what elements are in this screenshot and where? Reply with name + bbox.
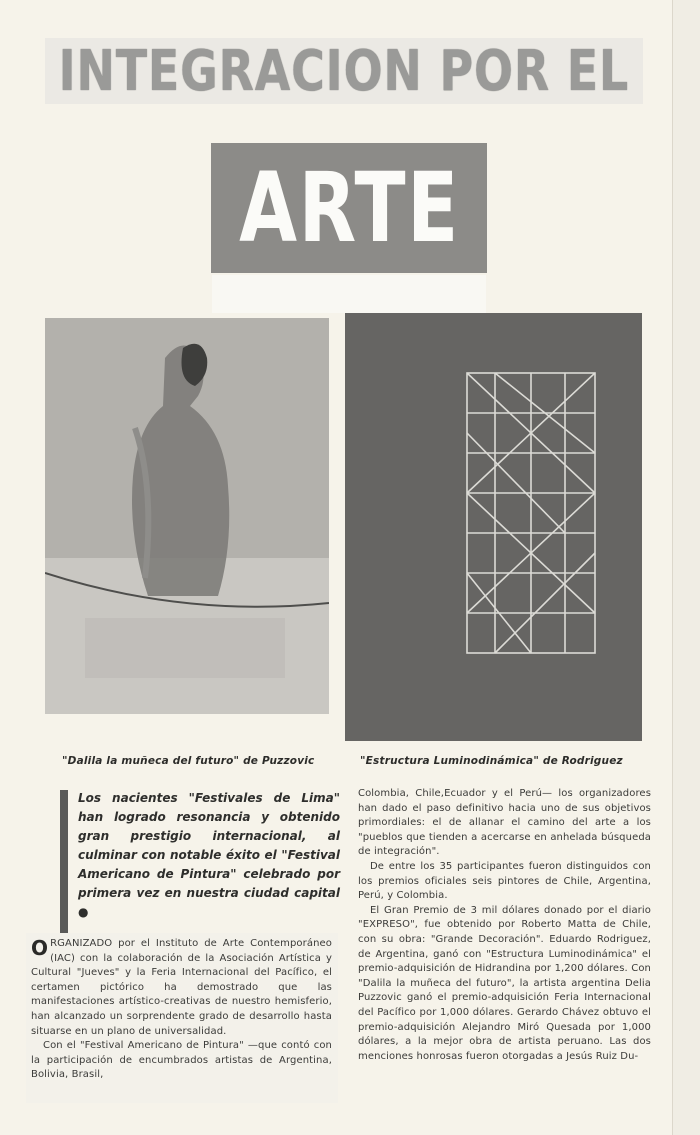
tape-strip: [212, 275, 486, 313]
lede-paragraph: [78, 789, 340, 922]
drop-cap: O: [31, 936, 49, 960]
article-column-left: [31, 937, 332, 1083]
article-column-right: [358, 787, 651, 1064]
paragraph-participants: De entre los 35 participantes fueron distinguidos con los premios oficiales seis pintores de Chile, Argentina, Perú, y Colombia.: [358, 860, 651, 902]
lede-text: Los nacientes "Festivales de Lima" han logrado resonancia y obtenido gran prestigio internacional, al culminar con notable éxito el "Festival Americano de Pintura" celebrado por primera vez en nuestra ciudad capital: [78, 791, 340, 900]
headline-line-2: [211, 143, 487, 273]
headline-text: INTEGRACION POR EL: [58, 38, 630, 104]
paragraph-prizes: El Gran Premio de 3 mil dólares donado por el diario "EXPRESO", fue obtenido por Roberto Matta de Chile, con su obra: "Grande Decoración". Eduardo Rodriguez, de Argentina, ganó con "Estructura Luminodinámica" el premio-adquisición de Hidrandina por 1,200 dólares. Con "Dalila la muñeca del futuro", la artista argentina Delia Puzzovic ganó el premio-adquisición Feria Internacional del Pacífico por 1,000 dólares. Gerardo Chávez obtuvo el premio-adquisición Alejandro Miró Quesada por 1,000 dólares, a la mejor obra de artista peruano. Las dos menciones honrosas fueron otorgadas a Jesús Ruiz Du-: [358, 904, 651, 1062]
photo-dalila: [45, 318, 329, 714]
paragraph-intro-text: RGANIZADO por el Instituto de Arte Contemporáneo (IAC) con la colaboración de la Asociación Artística y Cultural "Jueves" y la Feria Internacional del Pacífico, el certamen pictórico ha demostrado que las manifestaciones artístico-creativas de nuestro hemisferio, han alcanzado un sorprendente grado de desarrollo hasta situarse en un plano de universalidad.: [31, 938, 332, 1037]
arte-text: ARTE: [238, 152, 460, 264]
headline-line-1: [45, 38, 643, 104]
photo-estructura: [345, 313, 642, 741]
luminodinamica-structure-image: [345, 313, 642, 741]
paragraph-intro: [31, 937, 332, 1039]
photo-caption-left: "Dalila la muñeca del futuro" de Puzzovic: [62, 755, 315, 767]
lede-end-mark: ●: [78, 905, 89, 919]
dalila-figure-image: [45, 318, 329, 714]
photo-caption-right: "Estructura Luminodinámica" de Rodriguez: [360, 755, 623, 767]
paragraph-festival: Con el "Festival Americano de Pintura" —que contó con la participación de encumbrados artistas de Argentina, Bolivia, Brasil,: [31, 1040, 332, 1081]
lede-rule: [60, 790, 68, 935]
paragraph-objectives: Colombia, Chile,Ecuador y el Perú— los organizadores han dado el paso definitivo hacia uno de sus objetivos primordiales: el de allanar el camino del arte a los "pueblos que tienden a acercarse en anhelada búsqueda de integración".: [358, 788, 651, 858]
